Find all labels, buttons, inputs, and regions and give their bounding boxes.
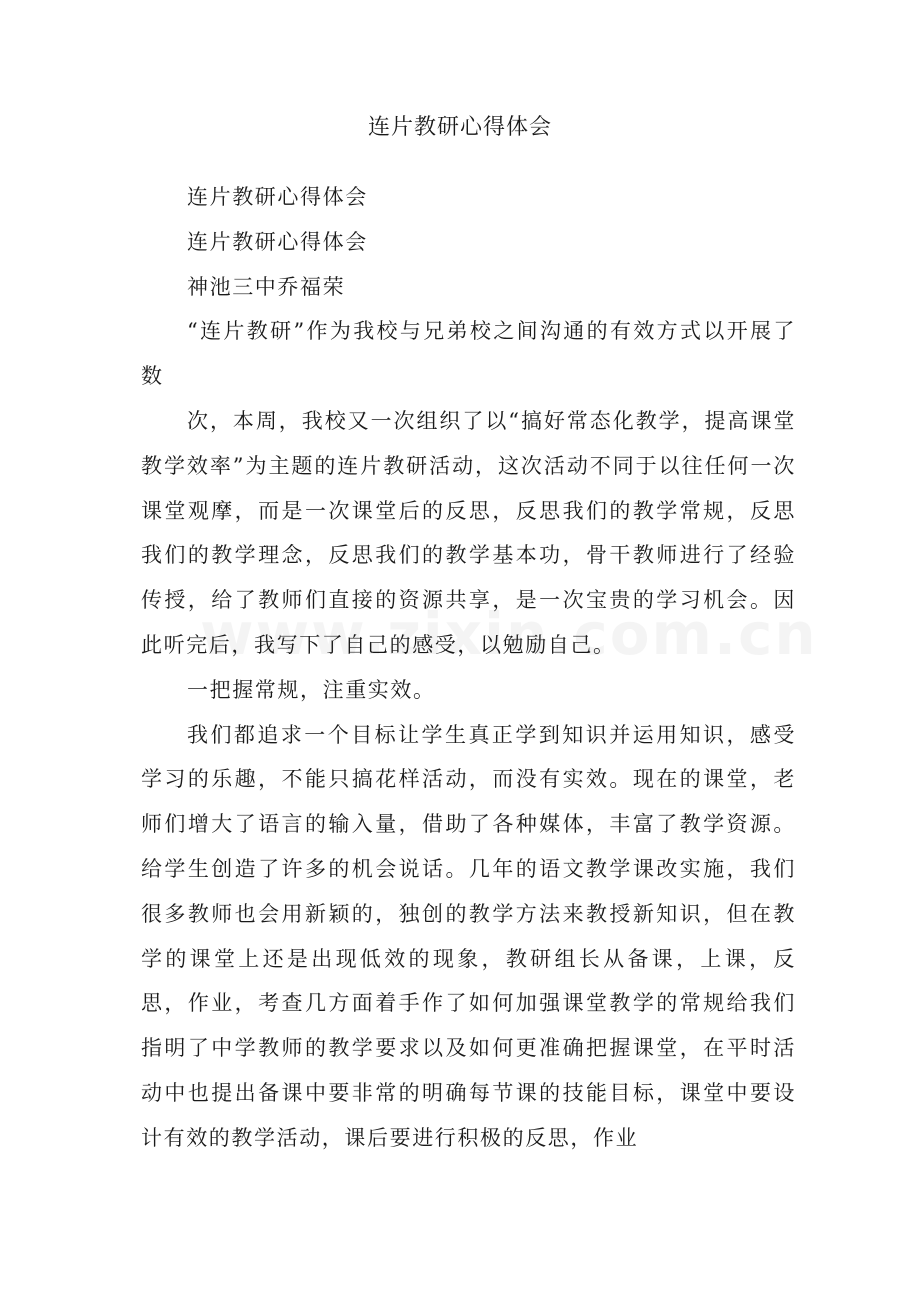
paragraph-author: 神池三中乔福荣 [187,274,346,299]
paragraph-activity: 次，本周，我校又一次组织了以“搞好常态化教学，提高课堂教学效率”为主题的连片教研活动，这次活动不同于以往任何一次课堂观摩，而是一次课堂后的反思，反思我们的教学常规，反思我们的教学理念，反思我们的教学基本功，骨干教师进行了经验传授，给了教师们直接的资源共享，是一次宝贵的学习机会。因此听完后，我写下了自己的感受，以勉励自己。 [141,408,796,657]
paragraph-intro: “连片教研”作为我校与兄弟校之间沟通的有效方式以开展了数 [141,319,796,389]
paragraph-subtitle-1: 连片教研心得体会 [187,185,368,209]
paragraph-body-1: 我们都追求一个目标让学生真正学到知识并运用知识，感受学习的乐趣，不能只搞花样活动，而没有实效。现在的课堂，老师们增大了语言的输入量，借助了各种媒体，丰富了教学资源。给学生创造了许多的机会说话。几年的语文教学课改实施，我们很多教师也会用新颖的，独创的教学方法来教授新知识，但在教学的课堂上还是出现低效的现象，教研组长从备课，上课，反思，作业，考查几方面着手作了如何加强课堂教学的常规给我们指明了中学教师的教学要求以及如何更准确把握课堂，在平时活动中也提出备课中要非常的明确每节课的技能目标，课堂中要设计有效的教学活动，课后要进行积极的反思，作业 [141,722,796,1150]
document-title: 连片教研心得体会 [367,115,552,140]
paragraph-heading-1: 一把握常规，注重实效。 [187,677,436,702]
document-body [141,175,796,1161]
paragraph-subtitle-2: 连片教研心得体会 [187,229,368,254]
